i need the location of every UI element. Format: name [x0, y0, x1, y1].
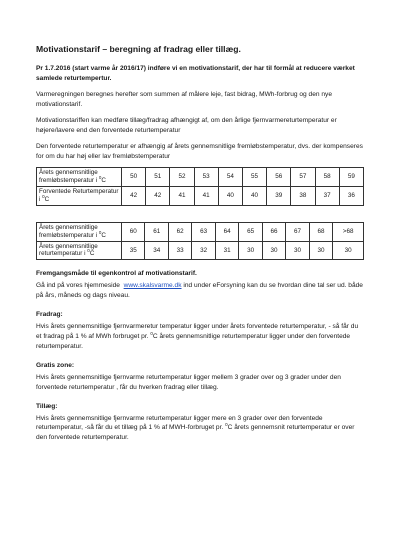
table-cell: 53 [194, 168, 218, 187]
gratis-paragraph: Hvis årets gennemsnitlige fjernvarme returtemperatur ligger mellem 3 grader over og 3 grader under den forventede returtemperatur , får du hverken fradrag eller tillæg. [36, 373, 341, 391]
tillaeg-paragraph: Hvis årets gennemsnitlige fjernvarme returtemperatur ligger mere en 3 grader over den forventede returtemperatur, -så får du et tillæg på 1 % af MWH-forbruget pr. $^0$C årets gennemsnit returtemperatur er over den forventede returtemperatur. [36, 414, 355, 442]
row-label-forward: Årets gennemsnitlige fremløbstemperatur i $^0$C [37, 168, 122, 187]
table-cell: 64 [215, 222, 238, 241]
table-cell: 34 [145, 241, 168, 260]
website-link[interactable]: www.skalsvarme.dk [123, 282, 182, 290]
table-cell: 30 [309, 241, 332, 260]
table-cell: 50 [122, 168, 146, 187]
table-cell: 54 [218, 168, 242, 187]
fradrag-heading: Fradrag: [36, 311, 63, 319]
paragraph-expected-return: Den forventede returtemperatur er afhængig af årets gennemsnitlige fremløbstemperatur, dvs. der kompenseres for om du har høj eller lav fremløbstemperatur [36, 142, 363, 160]
row-label-forward: Årets gennemsnitlige fremløbstemperatur i $^0$C [37, 222, 122, 241]
table-cell: 57 [291, 168, 315, 187]
table-cell: 61 [145, 222, 168, 241]
row-label-return: Årets gennemsnitlige returtemperatur i $^0$C [37, 241, 122, 260]
table-cell: 56 [267, 168, 291, 187]
fradrag-paragraph: Hvis årets gennemsnitlige fjernvarmeretur temperatur ligger under årets forventede returtemperatur, - så får du et fradrag på 1 % af MWh forbruget pr. $^0$C årets gennemsnitlige returtemperatur ligger under den forventede returtemperatur. [36, 323, 359, 350]
table-cell: 32 [192, 241, 215, 260]
table-cell: 42 [146, 187, 170, 206]
table-cell: 30 [333, 241, 364, 260]
table-cell: 31 [215, 241, 238, 260]
table-row-return [37, 241, 364, 260]
table-cell: 30 [262, 241, 285, 260]
table-cell: 58 [315, 168, 339, 187]
table-cell: 41 [194, 187, 218, 206]
temperature-table-2 [36, 222, 364, 260]
temperature-table-1 [36, 167, 364, 205]
table-cell: 68 [309, 222, 332, 241]
table-cell: 66 [262, 222, 285, 241]
document-title: Motivationstarif – beregning af fradrag eller tillæg. [36, 44, 241, 54]
table-cell: 59 [339, 168, 363, 187]
table-cell: 62 [168, 222, 191, 241]
row-label-return: Forventede Returtemperatur i $^0$C [37, 187, 122, 206]
table-row-return [37, 187, 364, 206]
table-cell: 41 [170, 187, 194, 206]
control-heading: Fremgangsmåde til egenkontrol af motivationstarif. [36, 270, 197, 278]
table-cell: 63 [192, 222, 215, 241]
table-cell: 36 [339, 187, 363, 206]
control-paragraph: Gå ind på vores hjemmeside www.skalsvarme.dk ind under eForsyning kan du se hvordan dine tal ser ud. både på års, måneds og dags niveau. [36, 282, 363, 300]
table-cell: 52 [170, 168, 194, 187]
table-cell: 51 [146, 168, 170, 187]
intro-paragraph: Pr 1.7.2016 (start varme år 2016/17) indføre vi en motivationstarif, der har til formål at reducere værket samlede returtempertur. [36, 65, 355, 83]
table-cell: 37 [315, 187, 339, 206]
table-cell: 33 [168, 241, 191, 260]
table-cell: 67 [286, 222, 309, 241]
table-row-forward [37, 168, 364, 187]
table-cell: 55 [242, 168, 266, 187]
table-cell: 38 [291, 187, 315, 206]
table-cell: 35 [122, 241, 145, 260]
paragraph-tariff-effect: Motivationstariffen kan medføre tillæg/fradrag afhængigt af, om den årlige fjernvarmereturtemperatur er højere/lavere end den forventede returtemperatur [36, 116, 337, 134]
table-cell: 30 [239, 241, 262, 260]
paragraph-billing: Varmeregningen beregnes herefter som summen af målere leje, fast bidrag, MWh-forbrug og den nye motivationstarif. [36, 91, 333, 108]
gratis-heading: Gratis zone: [36, 361, 75, 369]
table-row-forward [37, 222, 364, 241]
tillaeg-heading: Tillæg: [36, 402, 58, 410]
table-cell: 65 [239, 222, 262, 241]
table-cell: >68 [333, 222, 364, 241]
table-cell: 40 [242, 187, 266, 206]
table-cell: 30 [286, 241, 309, 260]
table-cell: 60 [122, 222, 145, 241]
table-cell: 42 [122, 187, 146, 206]
table-cell: 40 [218, 187, 242, 206]
table-cell: 39 [267, 187, 291, 206]
